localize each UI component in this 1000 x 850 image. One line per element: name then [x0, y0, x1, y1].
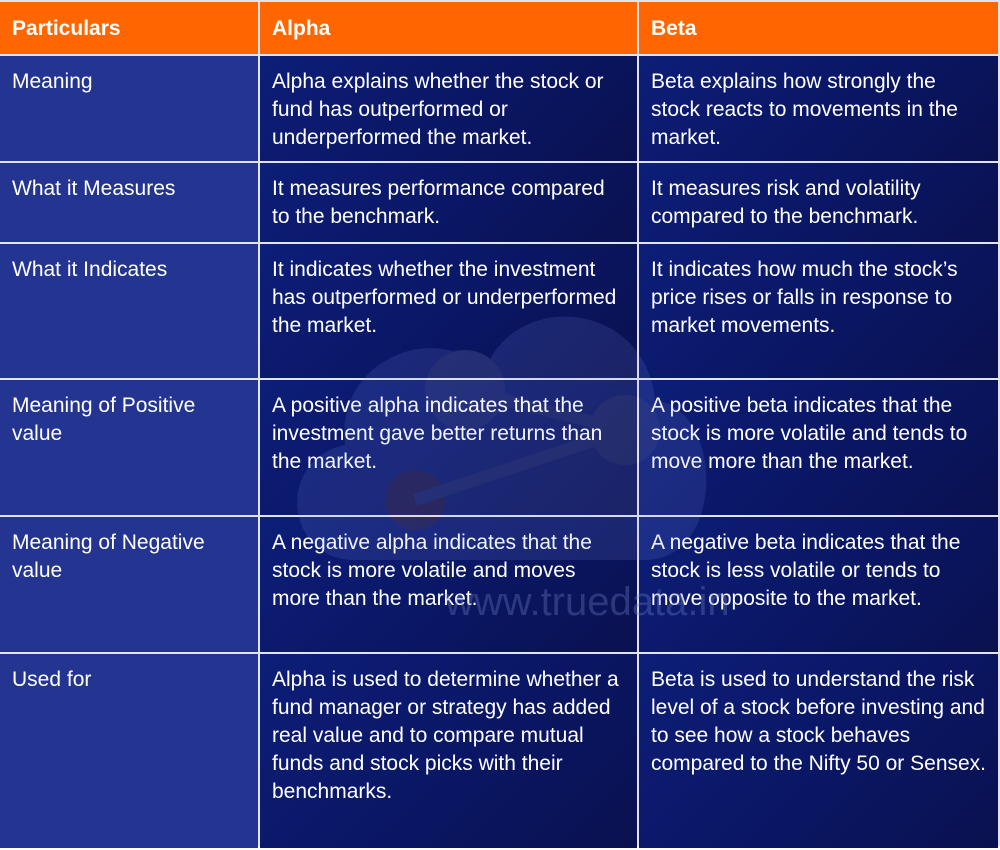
particular-cell: Meaning of Negative value [0, 517, 258, 652]
header-beta: Beta [639, 2, 998, 54]
table-row [0, 380, 998, 515]
particular-cell: Meaning of Positive value [0, 380, 258, 515]
header-particulars: Particulars [0, 2, 258, 54]
alpha-cell: It measures performance compared to the benchmark. [260, 163, 637, 242]
alpha-cell: A negative alpha indicates that the stock is more volatile and moves more than the market. [260, 517, 637, 652]
beta-cell: It measures risk and volatility compared to the benchmark. [639, 163, 998, 242]
particular-cell: Used for [0, 654, 258, 848]
header-alpha: Alpha [260, 2, 637, 54]
table-row [0, 654, 998, 848]
alpha-cell: Alpha explains whether the stock or fund has outperformed or underperformed the market. [260, 56, 637, 161]
table-row [0, 517, 998, 652]
alpha-cell: It indicates whether the investment has outperformed or underperformed the market. [260, 244, 637, 378]
beta-cell: Beta is used to understand the risk level of a stock before investing and to see how a stock behaves compared to the Nifty 50 or Sensex. [639, 654, 998, 848]
alpha-cell: Alpha is used to determine whether a fund manager or strategy has added real value and to compare mutual funds and stock picks with their benchmarks. [260, 654, 637, 848]
table-row [0, 244, 998, 378]
beta-cell: A negative beta indicates that the stock is less volatile or tends to move opposite to the market. [639, 517, 998, 652]
beta-cell: A positive beta indicates that the stock is more volatile and tends to move more than the market. [639, 380, 998, 515]
header-row [0, 2, 998, 54]
particular-cell: What it Measures [0, 163, 258, 242]
table-row [0, 56, 998, 161]
beta-cell: It indicates how much the stock’s price rises or falls in response to market movements. [639, 244, 998, 378]
table-row [0, 163, 998, 242]
alpha-cell: A positive alpha indicates that the investment gave better returns than the market. [260, 380, 637, 515]
watermark-text: www.truedata.in [445, 580, 730, 624]
particular-cell: What it Indicates [0, 244, 258, 378]
particular-cell: Meaning [0, 56, 258, 161]
beta-cell: Beta explains how strongly the stock reacts to movements in the market. [639, 56, 998, 161]
